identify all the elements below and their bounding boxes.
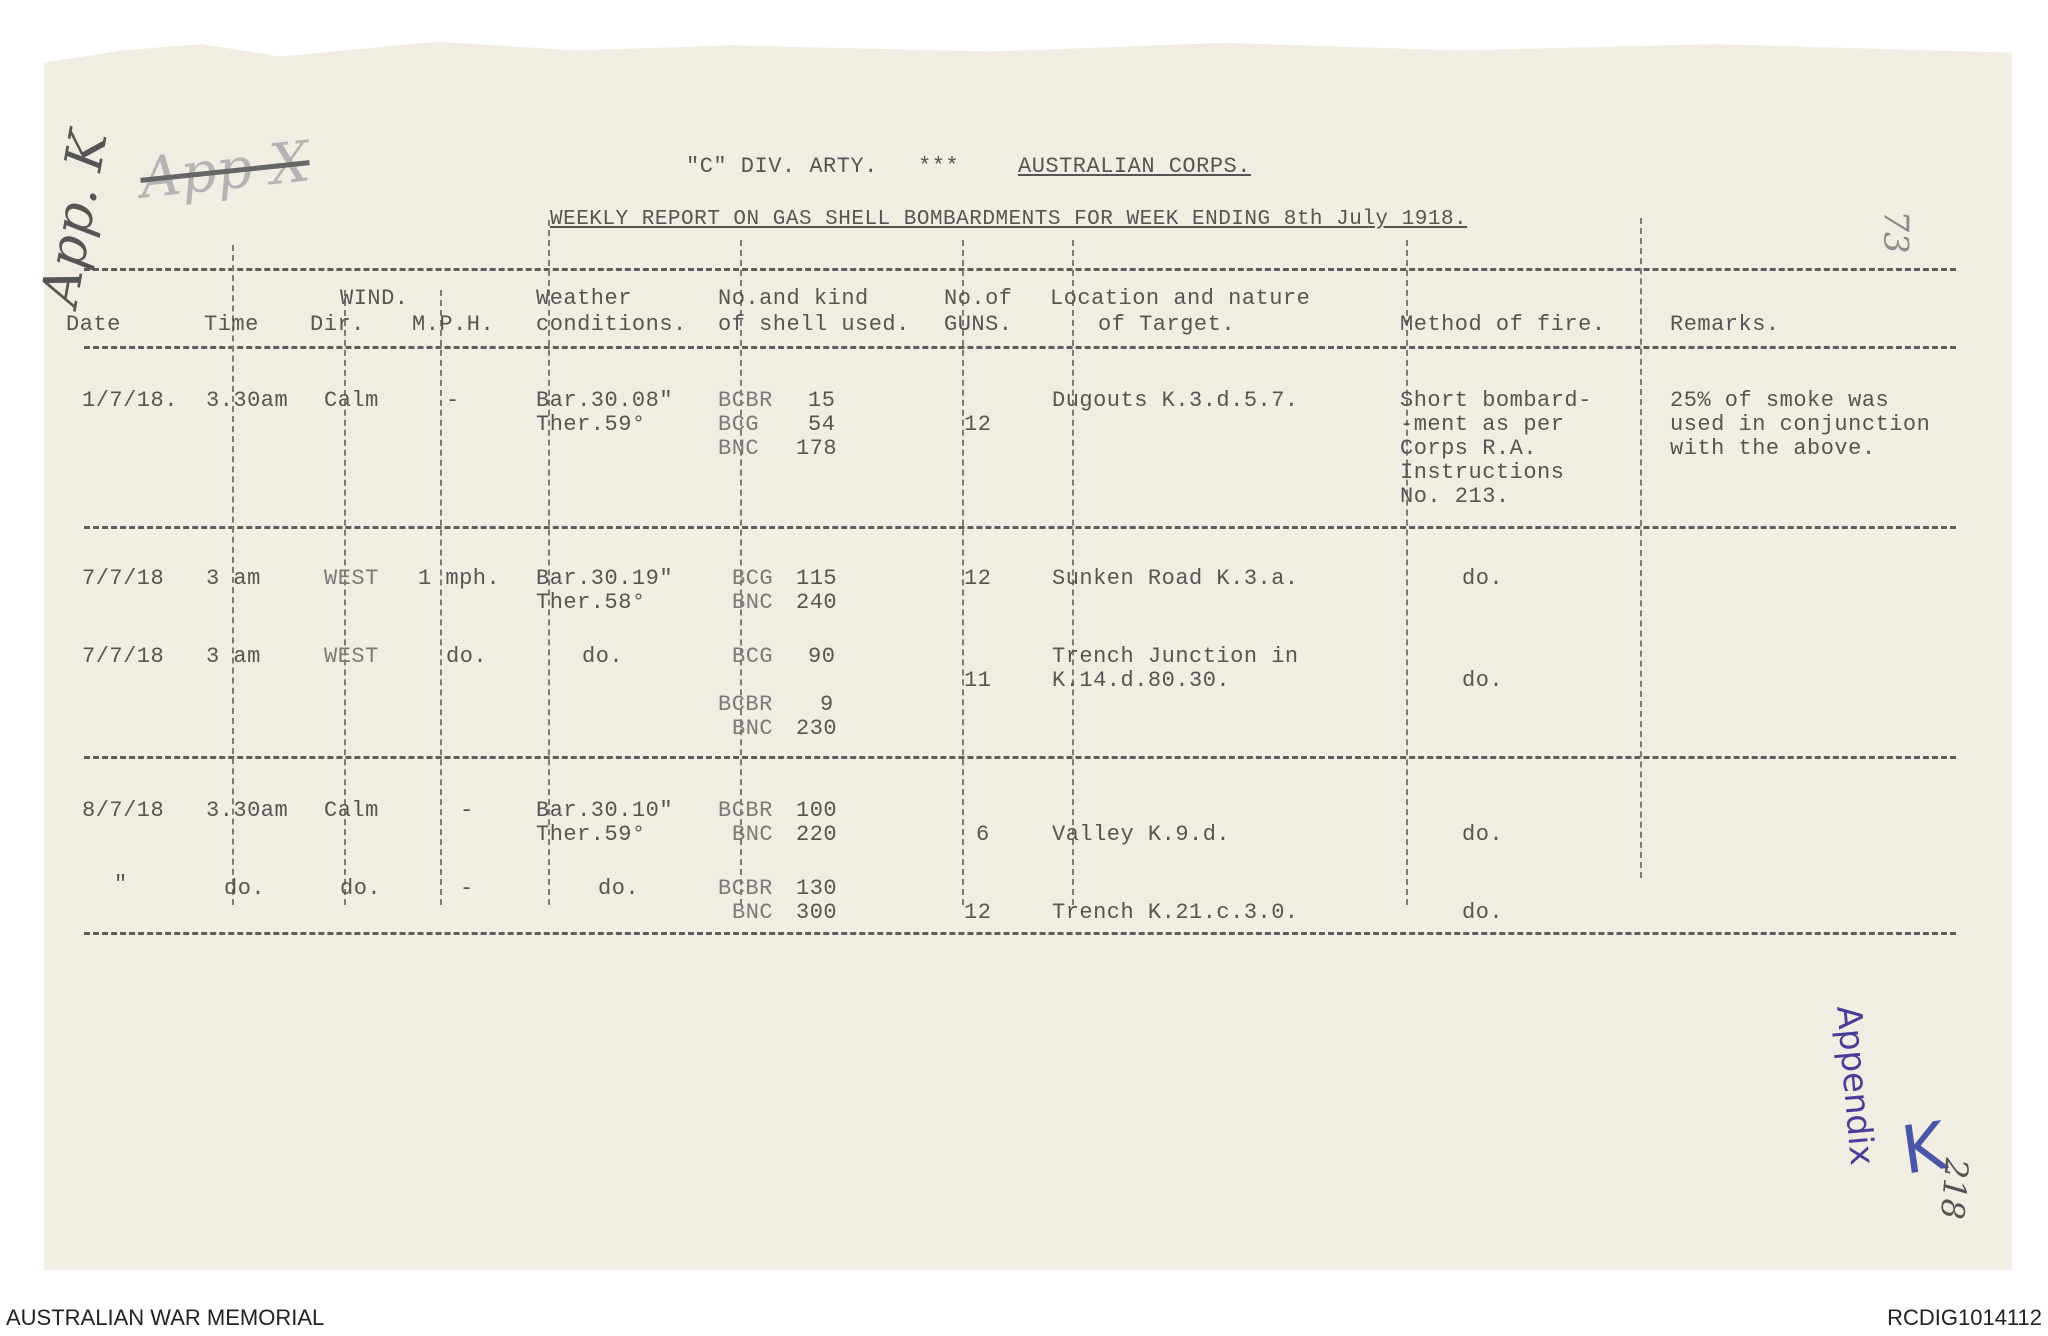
remarks-cell: 25% of smoke was	[1670, 388, 1890, 413]
target-cell: Dugouts K.3.d.5.7.	[1052, 388, 1299, 413]
remarks-header: Remarks.	[1670, 312, 1780, 337]
wind-dir-cell: Calm	[324, 798, 379, 823]
target-cell: K.14.d.80.30.	[1052, 668, 1231, 693]
weather-cell: Bar.30.19"	[536, 566, 674, 591]
weather-cell: do.	[598, 876, 640, 901]
location-header-2: of Target.	[1098, 312, 1236, 337]
time-cell: 3 am	[206, 566, 261, 591]
shell-count: 178	[796, 436, 838, 461]
shell-kind: BNC	[732, 900, 774, 925]
shell-kind: BNC	[732, 822, 774, 847]
crossed-out-note: App X	[137, 129, 313, 212]
shell-count: 240	[796, 590, 838, 615]
shell-count: 230	[796, 716, 838, 741]
shell-count: 9	[820, 692, 834, 717]
shell-kind: BNC	[718, 436, 760, 461]
archive-credit: AUSTRALIAN WAR MEMORIAL	[6, 1305, 325, 1330]
weather-cell: Bar.30.10"	[536, 798, 674, 823]
shell-count: 15	[808, 388, 836, 413]
target-cell: Valley K.9.d.	[1052, 822, 1231, 847]
column-rule	[1406, 240, 1408, 905]
shell-count: 220	[796, 822, 838, 847]
shell-kind: BCG	[732, 644, 774, 669]
shell-count: 100	[796, 798, 838, 823]
remarks-cell: with the above.	[1670, 436, 1876, 461]
weather-header-2: conditions.	[536, 312, 687, 337]
wind-dir-cell: WEST	[324, 566, 379, 591]
weather-header: Weather	[536, 286, 632, 311]
page-number-note: 73	[1875, 210, 1916, 254]
target-cell: Sunken Road K.3.a.	[1052, 566, 1299, 591]
header-rule	[84, 346, 1956, 349]
weather-cell: Ther.58°	[536, 590, 646, 615]
row-divider	[84, 526, 1956, 529]
shell-kind: BCBR	[718, 876, 773, 901]
shell-kind: BNC	[732, 590, 774, 615]
shell-count: 54	[808, 412, 836, 437]
shell-kind: BCBR	[718, 798, 773, 823]
method-cell: No. 213.	[1400, 484, 1510, 509]
date-cell: 7/7/18	[82, 566, 165, 591]
method-cell: Corps R.A.	[1400, 436, 1538, 461]
time-header: Time	[204, 312, 259, 337]
shell-count: 115	[796, 566, 838, 591]
date-cell: 8/7/18	[82, 798, 165, 823]
wind-dir-header: Dir.	[310, 312, 365, 337]
wind-mph-cell: do.	[446, 644, 488, 669]
wind-header: WIND.	[340, 286, 409, 311]
wind-mph-cell: -	[446, 388, 460, 413]
column-rule	[440, 290, 442, 905]
folio-number: 218	[1932, 1156, 1976, 1221]
method-cell: -ment as per	[1400, 412, 1565, 437]
date-cell: 7/7/18	[82, 644, 165, 669]
date-cell: 1/7/18.	[82, 388, 178, 413]
row-divider	[84, 756, 1956, 759]
wind-dir-cell: Calm	[324, 388, 379, 413]
wind-dir-cell: do.	[340, 876, 382, 901]
guns-cell: 12	[964, 412, 992, 437]
method-cell: do.	[1462, 566, 1504, 591]
target-cell: Trench K.21.c.3.0.	[1052, 900, 1299, 925]
wind-mph-cell: -	[460, 876, 474, 901]
shell-kind: BCG	[718, 412, 760, 437]
date-header: Date	[66, 312, 121, 337]
shell-count: 300	[796, 900, 838, 925]
method-header: Method of fire.	[1400, 312, 1606, 337]
guns-cell: 11	[964, 668, 992, 693]
shell-count: 90	[808, 644, 836, 669]
weather-cell: Ther.59°	[536, 412, 646, 437]
corps-heading: AUSTRALIAN CORPS.	[1018, 154, 1251, 179]
target-cell: Trench Junction in	[1052, 644, 1299, 669]
location-header: Location and nature	[1050, 286, 1311, 311]
method-cell: do.	[1462, 822, 1504, 847]
report-title: WEEKLY REPORT ON GAS SHELL BOMBARDMENTS FOR WEEK ENDING 8th July 1918.	[550, 208, 1468, 231]
time-cell: 3.30am	[206, 798, 289, 823]
time-cell: 3 am	[206, 644, 261, 669]
method-cell: Instructions	[1400, 460, 1565, 485]
appendix-stamp: Appendix	[1828, 1004, 1882, 1167]
wind-mph-header: M.P.H.	[412, 312, 495, 337]
wind-mph-cell: -	[460, 798, 474, 823]
shell-kind: BNC	[732, 716, 774, 741]
division-heading: "C" DIV. ARTY.	[686, 154, 878, 179]
method-cell: do.	[1462, 668, 1504, 693]
shell-kind: BCG	[732, 566, 774, 591]
method-cell: do.	[1462, 900, 1504, 925]
guns-cell: 12	[964, 900, 992, 925]
method-cell: Short bombard-	[1400, 388, 1592, 413]
weather-cell: do.	[582, 644, 624, 669]
shell-kind: BCBR	[718, 692, 773, 717]
weather-cell: Ther.59°	[536, 822, 646, 847]
guns-header: No.of	[944, 286, 1013, 311]
table-bottom-rule	[84, 932, 1956, 935]
shell-header: No.and kind	[718, 286, 869, 311]
shell-header-2: of shell used.	[718, 312, 910, 337]
table-top-rule	[84, 268, 1956, 271]
shell-kind: BCBR	[718, 388, 773, 413]
separator: ***	[918, 154, 960, 179]
weather-cell: Bar.30.08"	[536, 388, 674, 413]
guns-cell: 6	[976, 822, 990, 847]
column-rule	[1640, 218, 1642, 878]
wind-dir-cell: WEST	[324, 644, 379, 669]
archive-id: RCDIG1014112	[1887, 1305, 2042, 1330]
date-cell: "	[114, 872, 128, 897]
wind-mph-cell: 1 mph.	[418, 566, 501, 591]
guns-header-2: GUNS.	[944, 312, 1013, 337]
appendix-letter: K	[1896, 1107, 1951, 1190]
time-cell: do.	[224, 876, 266, 901]
remarks-cell: used in conjunction	[1670, 412, 1931, 437]
time-cell: 3.30am	[206, 388, 289, 413]
shell-count: 130	[796, 876, 838, 901]
guns-cell: 12	[964, 566, 992, 591]
handwritten-appendix-note: App. K	[30, 126, 120, 311]
